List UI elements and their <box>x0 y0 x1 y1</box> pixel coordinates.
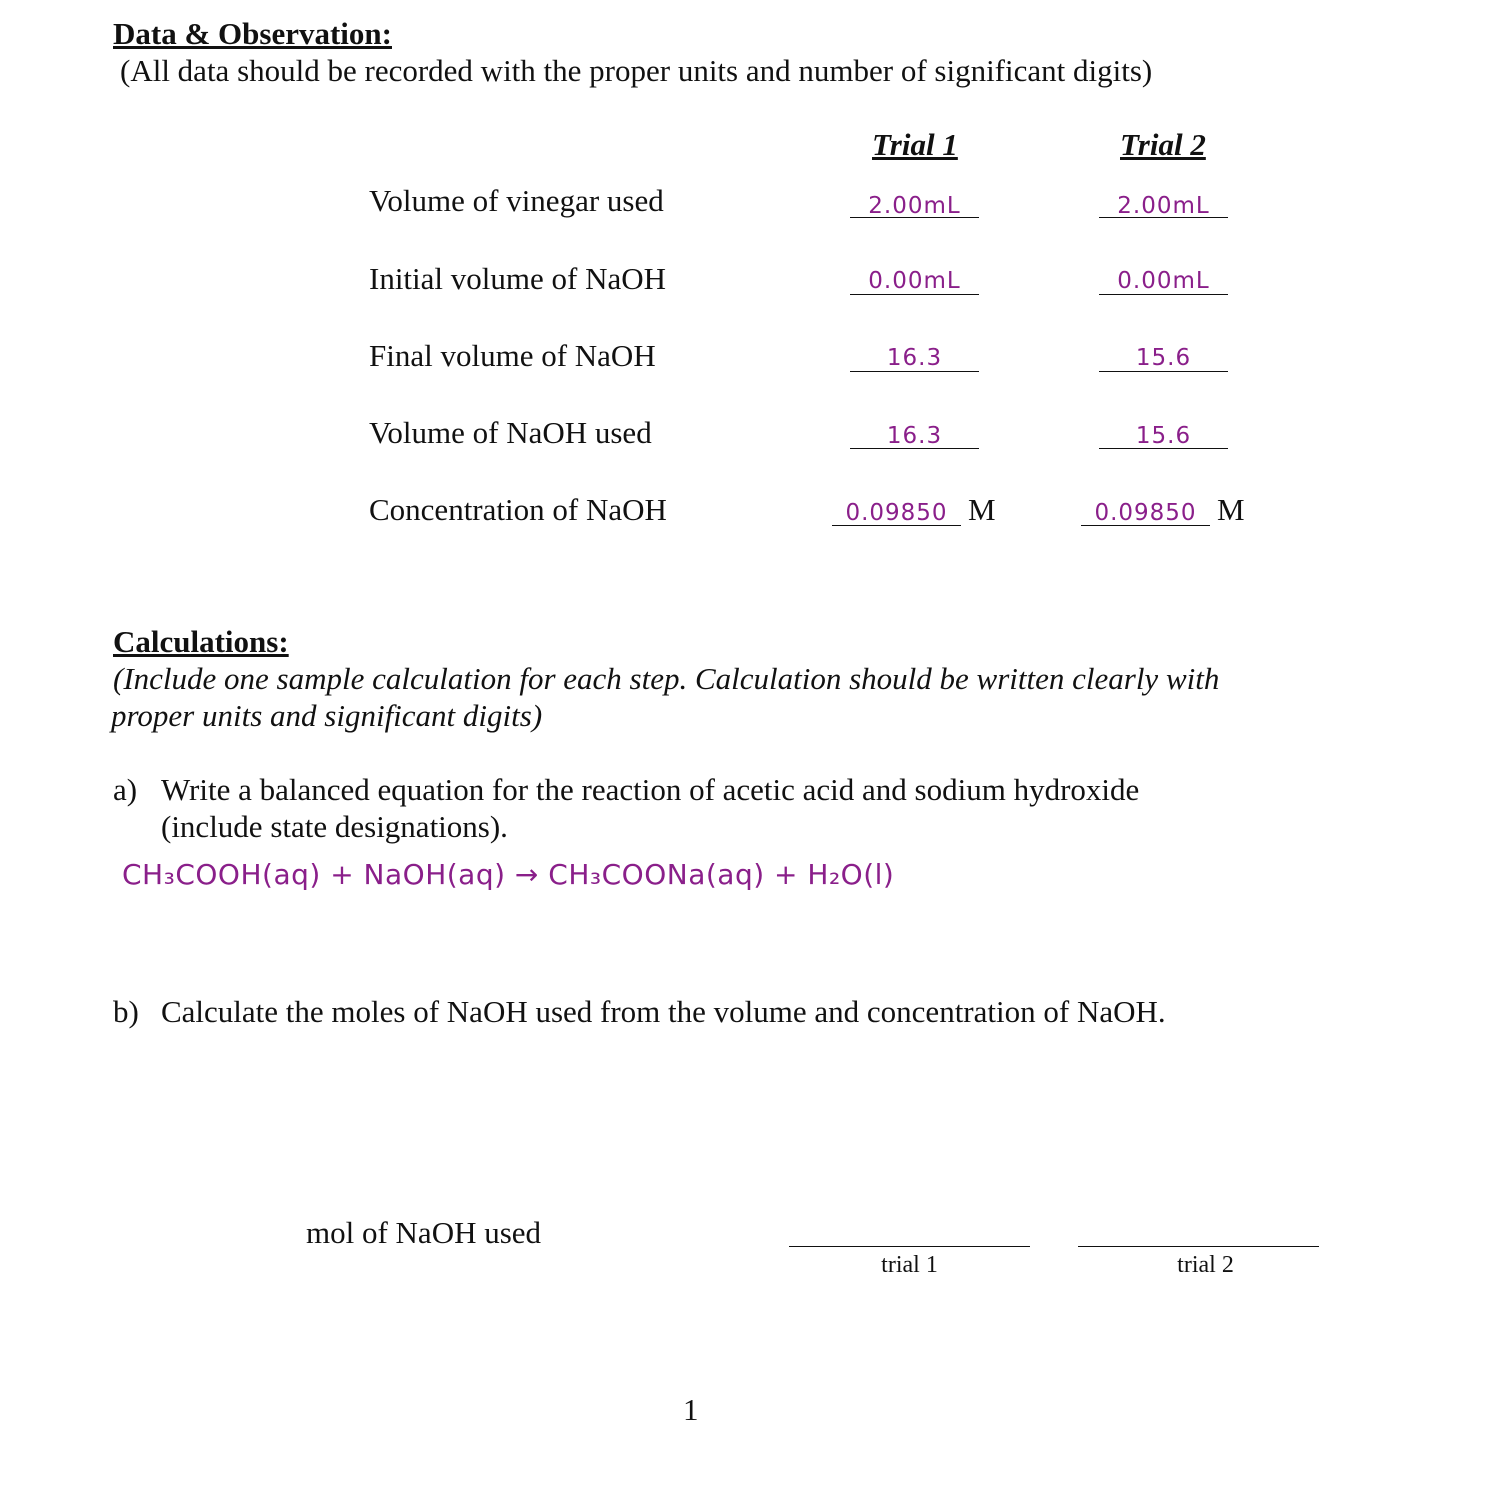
row-label-initial-naoh: Initial volume of NaOH <box>369 261 667 296</box>
trial1-column-header: Trial 1 <box>872 127 958 162</box>
question-a-marker: a) <box>113 772 138 807</box>
page-number: 1 <box>683 1392 699 1427</box>
trial2-value-concentration: 0.09850 <box>1094 500 1197 526</box>
mol-trial2-blank <box>1078 1246 1319 1247</box>
row-label-final-naoh: Final volume of NaOH <box>369 338 656 373</box>
trial2-value-vinegar: 2.00mL <box>1117 193 1210 219</box>
trial2-value-used: 15.6 <box>1135 423 1192 449</box>
trial1-value-final: 16.3 <box>886 345 943 371</box>
calculations-heading: Calculations: <box>113 624 289 659</box>
trial1-blank-final <box>850 371 979 372</box>
data-observation-heading: Data & Observation: <box>113 16 392 51</box>
mol-trial1-caption: trial 1 <box>881 1252 938 1278</box>
trial2-value-final: 15.6 <box>1135 345 1192 371</box>
question-a-line1: Write a balanced equation for the reaction of acetic acid and sodium hydroxide <box>161 772 1140 807</box>
handwritten-equation: CH₃COOH(aq) + NaOH(aq) → CH₃COONa(aq) + H₂O(l) <box>122 858 895 891</box>
trial2-value-initial: 0.00mL <box>1117 268 1210 294</box>
trial2-unit-molar: M <box>1217 492 1245 527</box>
mol-trial2-caption: trial 2 <box>1177 1252 1234 1278</box>
data-note: (All data should be recorded with the proper units and number of significant digits) <box>120 53 1153 88</box>
question-b-text: Calculate the moles of NaOH used from the volume and concentration of NaOH. <box>161 994 1166 1029</box>
trial1-value-concentration: 0.09850 <box>845 500 948 526</box>
trial2-blank-initial <box>1099 294 1228 295</box>
trial1-value-used: 16.3 <box>886 423 943 449</box>
trial1-value-vinegar: 2.00mL <box>868 193 961 219</box>
trial1-value-initial: 0.00mL <box>868 268 961 294</box>
question-b-marker: b) <box>113 994 139 1029</box>
trial1-unit-molar: M <box>968 492 996 527</box>
row-label-naoh-used: Volume of NaOH used <box>369 415 652 450</box>
question-a-line2: (include state designations). <box>161 809 508 844</box>
mol-naoh-label: mol of NaOH used <box>306 1215 542 1250</box>
row-label-vinegar-volume: Volume of vinegar used <box>369 183 664 218</box>
calc-note-line1: (Include one sample calculation for each step. Calculation should be written clearly with <box>113 661 1220 696</box>
calc-note-line2: proper units and significant digits) <box>111 698 543 733</box>
row-label-concentration: Concentration of NaOH <box>369 492 667 527</box>
trial2-column-header: Trial 2 <box>1120 127 1206 162</box>
mol-trial1-blank <box>789 1246 1030 1247</box>
trial2-blank-final <box>1099 371 1228 372</box>
trial1-blank-initial <box>850 294 979 295</box>
